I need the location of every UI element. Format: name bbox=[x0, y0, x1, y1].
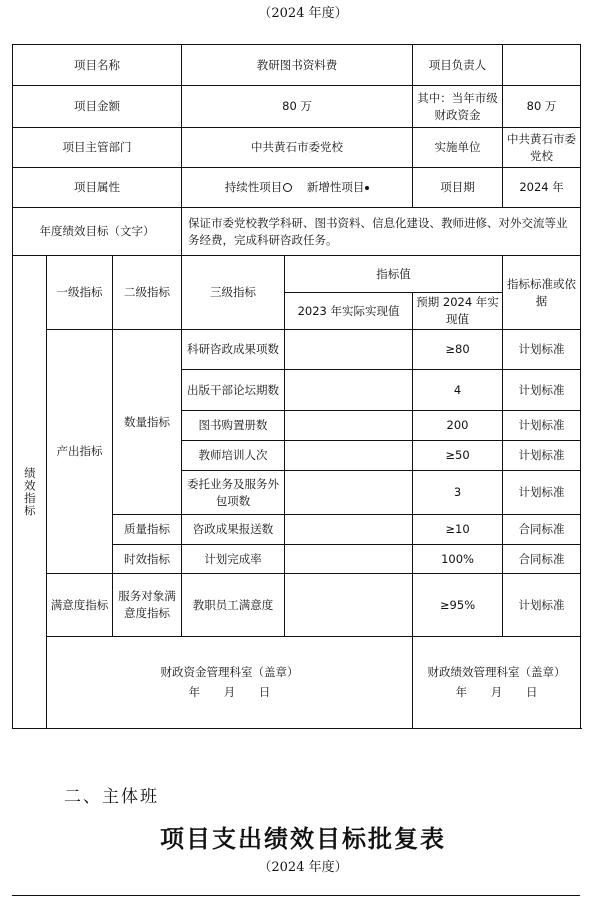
page-title: 项目支出绩效目标批复表 bbox=[160, 824, 446, 853]
date-year-label: 年 bbox=[455, 684, 468, 699]
project-attribute-options bbox=[182, 168, 413, 208]
level3-header: 三级指标 bbox=[182, 256, 285, 330]
indicator-name: 图书购置册数 bbox=[182, 411, 285, 441]
performance-target-table bbox=[12, 44, 581, 729]
department-value: 中共黄石市委党校 bbox=[182, 128, 413, 168]
level2-header: 二级指标 bbox=[113, 256, 182, 330]
indicator-expected: 4 bbox=[413, 370, 503, 411]
indicator-actual bbox=[285, 330, 413, 370]
date-month-label: 月 bbox=[490, 684, 503, 699]
finance-fund-office-signature bbox=[47, 637, 413, 729]
performance-indicator-text: 绩效指标 bbox=[22, 467, 37, 517]
actual-2023-header: 2023 年实际实现值 bbox=[285, 293, 413, 330]
indicator-actual bbox=[285, 515, 413, 545]
project-leader-label: 项目负责人 bbox=[413, 45, 503, 86]
indicator-expected: 200 bbox=[413, 411, 503, 441]
department-label: 项目主管部门 bbox=[13, 128, 182, 168]
annual-goal-text: 保证市委党校教学科研、图书资料、信息化建设、教师进修、对外交流等业务经费，完成科研咨政任务。 bbox=[182, 208, 581, 256]
annual-goal-label: 年度绩效目标（文字） bbox=[13, 208, 182, 256]
quantity-indicator-label: 数量指标 bbox=[113, 330, 182, 515]
service-satisfaction-label: 服务对象满意度指标 bbox=[113, 574, 182, 637]
output-indicator-label: 产出指标 bbox=[47, 330, 113, 574]
indicator-expected: ≥95% bbox=[413, 574, 503, 637]
project-name-value: 教研图书资料费 bbox=[182, 45, 413, 86]
table-row bbox=[13, 128, 581, 168]
indicator-name: 计划完成率 bbox=[182, 545, 285, 574]
performance-indicator-label bbox=[13, 256, 47, 729]
city-fund-label: 其中：当年市级财政资金 bbox=[413, 86, 503, 128]
signature-date bbox=[416, 683, 577, 703]
indicator-actual bbox=[285, 574, 413, 637]
standard-header: 指标标准或依据 bbox=[503, 256, 581, 330]
project-name-label: 项目名称 bbox=[13, 45, 182, 86]
indicator-actual bbox=[285, 545, 413, 574]
table-row bbox=[13, 330, 581, 370]
indicator-standard: 计划标准 bbox=[503, 441, 581, 471]
table-row bbox=[13, 208, 581, 256]
indicator-expected: 3 bbox=[413, 471, 503, 515]
indicator-name: 教师培训人次 bbox=[182, 441, 285, 471]
table-row bbox=[13, 168, 581, 208]
implementing-unit-value: 中共黄石市委党校 bbox=[503, 128, 581, 168]
indicator-actual bbox=[285, 411, 413, 441]
date-day-label: 日 bbox=[258, 684, 271, 699]
project-attribute-label: 项目属性 bbox=[13, 168, 182, 208]
project-period-label: 项目期 bbox=[413, 168, 503, 208]
expected-2024-header: 预期 2024 年实现值 bbox=[413, 293, 503, 330]
indicator-actual bbox=[285, 441, 413, 471]
project-leader-value bbox=[503, 45, 581, 86]
signature-row bbox=[13, 637, 581, 729]
indicator-header-row bbox=[13, 256, 581, 293]
table-row bbox=[13, 45, 581, 86]
indicator-expected: ≥80 bbox=[413, 330, 503, 370]
satisfaction-indicator-label: 满意度指标 bbox=[47, 574, 113, 637]
indicator-expected: ≥10 bbox=[413, 515, 503, 545]
finance-fund-office-label: 财政资金管理科室（盖章） bbox=[160, 664, 299, 679]
date-year-label: 年 bbox=[188, 684, 201, 699]
bullet-dot-icon bbox=[365, 186, 369, 190]
divider bbox=[12, 895, 580, 896]
date-month-label: 月 bbox=[223, 684, 236, 699]
implementing-unit-label: 实施单位 bbox=[413, 128, 503, 168]
table-row bbox=[13, 574, 581, 637]
indicator-standard: 计划标准 bbox=[503, 471, 581, 515]
radio-empty-icon bbox=[283, 183, 292, 192]
indicator-standard: 合同标准 bbox=[503, 515, 581, 545]
indicator-name: 委托业务及服务外包项数 bbox=[182, 471, 285, 515]
indicator-standard: 计划标准 bbox=[503, 330, 581, 370]
signature-date bbox=[50, 683, 409, 703]
indicator-standard: 计划标准 bbox=[503, 411, 581, 441]
level1-header: 一级指标 bbox=[47, 256, 113, 330]
indicator-name: 教职员工满意度 bbox=[182, 574, 285, 637]
quality-indicator-label: 质量指标 bbox=[113, 515, 182, 545]
indicator-expected: 100% bbox=[413, 545, 503, 574]
finance-performance-office-signature bbox=[413, 637, 581, 729]
date-day-label: 日 bbox=[525, 684, 538, 699]
project-period-value: 2024 年 bbox=[503, 168, 581, 208]
indicator-name: 出版干部论坛期数 bbox=[182, 370, 285, 411]
indicator-expected: ≥50 bbox=[413, 441, 503, 471]
project-amount-value: 80 万 bbox=[182, 86, 413, 128]
indicator-actual bbox=[285, 370, 413, 411]
indicator-standard: 计划标准 bbox=[503, 370, 581, 411]
timeliness-indicator-label: 时效指标 bbox=[113, 545, 182, 574]
indicator-standard: 计划标准 bbox=[503, 574, 581, 637]
indicator-standard: 合同标准 bbox=[503, 545, 581, 574]
indicator-value-header: 指标值 bbox=[285, 256, 503, 293]
project-amount-label: 项目金额 bbox=[13, 86, 182, 128]
indicator-actual bbox=[285, 471, 413, 515]
city-fund-value: 80 万 bbox=[503, 86, 581, 128]
continuing-project-option: 持续性项目 bbox=[224, 180, 283, 195]
indicator-name: 咨政成果报送数 bbox=[182, 515, 285, 545]
table-row bbox=[13, 86, 581, 128]
new-project-option: 新增性项目 bbox=[306, 180, 365, 195]
finance-performance-office-label: 财政绩效管理科室（盖章） bbox=[427, 664, 566, 679]
year-caption: （2024 年度） bbox=[258, 6, 348, 21]
year-caption-bottom: （2024 年度） bbox=[258, 860, 348, 875]
indicator-name: 科研咨政成果项数 bbox=[182, 330, 285, 370]
section-heading: 二、主体班 bbox=[64, 787, 159, 807]
